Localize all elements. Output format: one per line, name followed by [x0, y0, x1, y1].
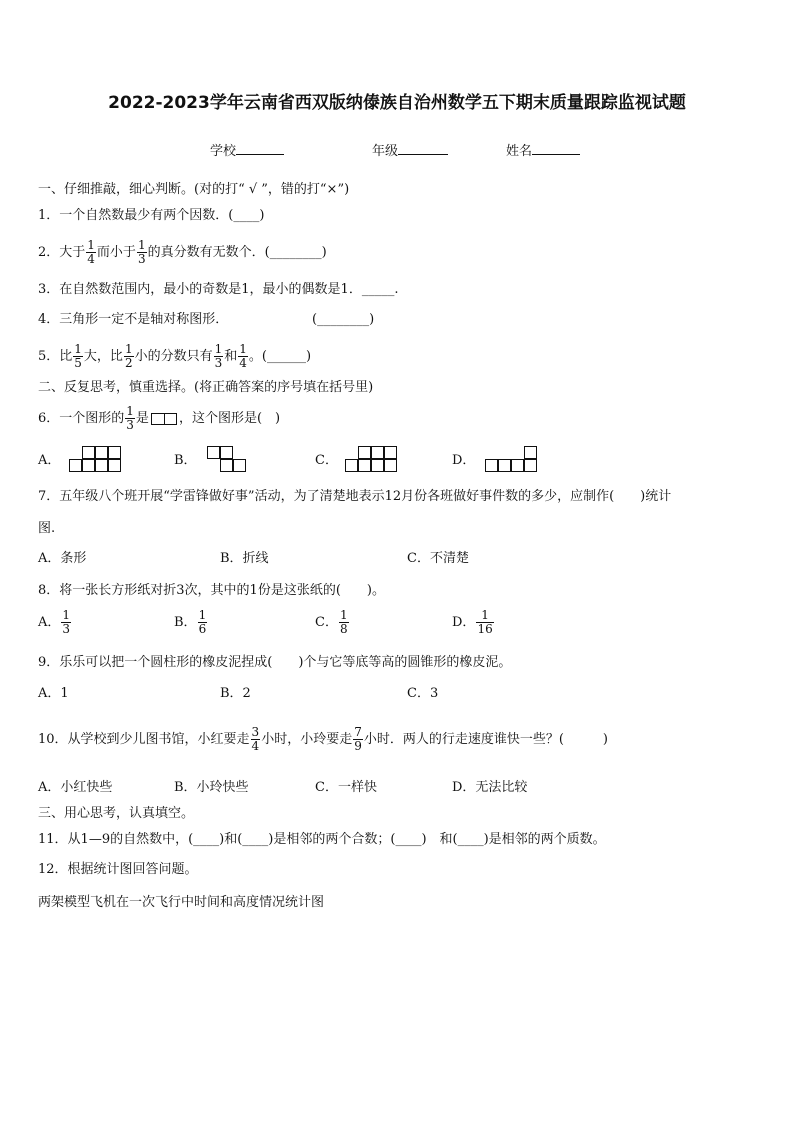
section-1-heading: 一、仔细推敲，细心判断。(对的打“ √ ”，错的打“×”) — [38, 182, 350, 197]
fraction: $\frac{1}{3}$ — [62, 608, 71, 636]
question-10: 10．从学校到少儿图书馆，小红要走 $\frac{3}{4}$ 小时，小玲要走 $\frac{7}{9}$ 小时．两人的行走速度谁快一些？( ) — [38, 725, 608, 753]
q6-figure-a — [68, 446, 124, 476]
q8-option-a[interactable]: A． $\frac{1}{3}$ — [38, 608, 71, 636]
q10-option-d[interactable]: D．无法比较 — [452, 780, 528, 795]
two-square-shape — [151, 413, 177, 425]
q6-option-c[interactable]: C． — [315, 453, 338, 468]
q9-option-b[interactable]: B．2 — [220, 686, 251, 701]
q6-option-a[interactable]: A． — [38, 453, 61, 468]
question-7-line-2: 图. — [38, 521, 56, 536]
fraction: $\frac{1}{4}$ — [87, 238, 95, 266]
fraction: $\frac{1}{3}$ — [137, 238, 146, 266]
school-blank[interactable] — [236, 142, 284, 155]
grade-field — [372, 142, 448, 160]
fraction: $\frac{1}{3}$ — [126, 404, 134, 432]
q10-option-a[interactable]: A．小红快些 — [38, 780, 113, 795]
name-label: 姓名 — [506, 144, 533, 159]
q10-option-c[interactable]: C．一样快 — [315, 780, 377, 795]
fraction: $\frac{1}{8}$ — [339, 608, 348, 636]
q7-option-a[interactable]: A．条形 — [38, 551, 87, 566]
fraction: $\frac{1}{4}$ — [239, 342, 247, 370]
school-field — [210, 142, 284, 160]
question-2: 2．大于 $\frac{1}{4}$ 而小于 $\frac{1}{3}$ 的真分数有无数个．(________) — [38, 238, 327, 266]
q7-option-b[interactable]: B．折线 — [220, 551, 269, 566]
fraction: $\frac{1}{16}$ — [477, 608, 493, 636]
section-3-heading: 三、用心思考，认真填空。 — [38, 806, 195, 821]
q6-figure-d — [484, 446, 540, 476]
q8-option-b[interactable]: B． $\frac{1}{6}$ — [174, 608, 207, 636]
question-4: 4．三角形一定不是轴对称图形． — [38, 312, 229, 327]
question-12: 12．根据统计图回答问题。 — [38, 862, 198, 877]
grade-label: 年级 — [372, 144, 399, 159]
question-9: 9．乐乐可以把一个圆柱形的橡皮泥捏成( )个与它等底等高的圆锥形的橡皮泥。 — [38, 655, 512, 670]
school-label: 学校 — [210, 144, 237, 159]
question-5: 5．比 $\frac{1}{5}$ 大，比 $\frac{1}{2}$ 小的分数只有 $\frac{1}{3}$ 和 $\frac{1}{4}$ 。(______) — [38, 342, 312, 370]
fraction: $\frac{1}{6}$ — [198, 608, 207, 636]
name-blank[interactable] — [532, 142, 580, 155]
question-3: 3．在自然数范围内，最小的奇数是1，最小的偶数是1．_____. — [38, 282, 399, 297]
section-2-heading: 二、反复思考，慎重选择。(将正确答案的序号填在括号里) — [38, 380, 374, 395]
q6-option-b[interactable]: B． — [174, 453, 197, 468]
q8-option-c[interactable]: C． $\frac{1}{8}$ — [315, 608, 348, 636]
fraction: $\frac{3}{4}$ — [251, 725, 260, 753]
chart-caption: 两架模型飞机在一次飞行中时间和高度情况统计图 — [38, 895, 325, 910]
fraction: $\frac{1}{5}$ — [74, 342, 82, 370]
q9-option-a[interactable]: A．1 — [38, 686, 69, 701]
page-title: 2022-2023学年云南省西双版纳傣族自治州数学五下期末质量跟踪监视试题 — [108, 93, 686, 113]
question-7-line-1: 7．五年级八个班开展“学雷锋做好事”活动，为了清楚地表示12月份各班做好事件数的多少，应制作( )统计 — [38, 489, 672, 504]
grade-blank[interactable] — [398, 142, 448, 155]
name-field — [506, 142, 580, 160]
fraction: $\frac{7}{9}$ — [354, 725, 362, 753]
q7-option-c[interactable]: C．不清楚 — [407, 551, 469, 566]
question-1: 1．一个自然数最少有两个因数．(____) — [38, 208, 265, 223]
q6-figure-c — [344, 446, 402, 476]
q9-option-c[interactable]: C．3 — [407, 686, 439, 701]
fraction: $\frac{1}{3}$ — [214, 342, 223, 370]
question-11: 11．从1—9的自然数中，(____)和(____)是相邻的两个合数；(____) 和(____)是相邻的两个质数。 — [38, 832, 606, 847]
q6-option-d[interactable]: D． — [452, 453, 476, 468]
question-6: 6．一个图形的 $\frac{1}{3}$ 是 ，这个图形是( ) — [38, 404, 281, 432]
question-8: 8．将一张长方形纸对折3次，其中的1份是这张纸的( )。 — [38, 583, 385, 598]
q6-figure-b — [206, 446, 250, 476]
q10-option-b[interactable]: B．小玲快些 — [174, 780, 249, 795]
fraction: $\frac{1}{2}$ — [124, 342, 133, 370]
q8-option-d[interactable]: D． $\frac{1}{16}$ — [452, 608, 493, 636]
question-4-blank[interactable]: (________) — [312, 312, 375, 327]
